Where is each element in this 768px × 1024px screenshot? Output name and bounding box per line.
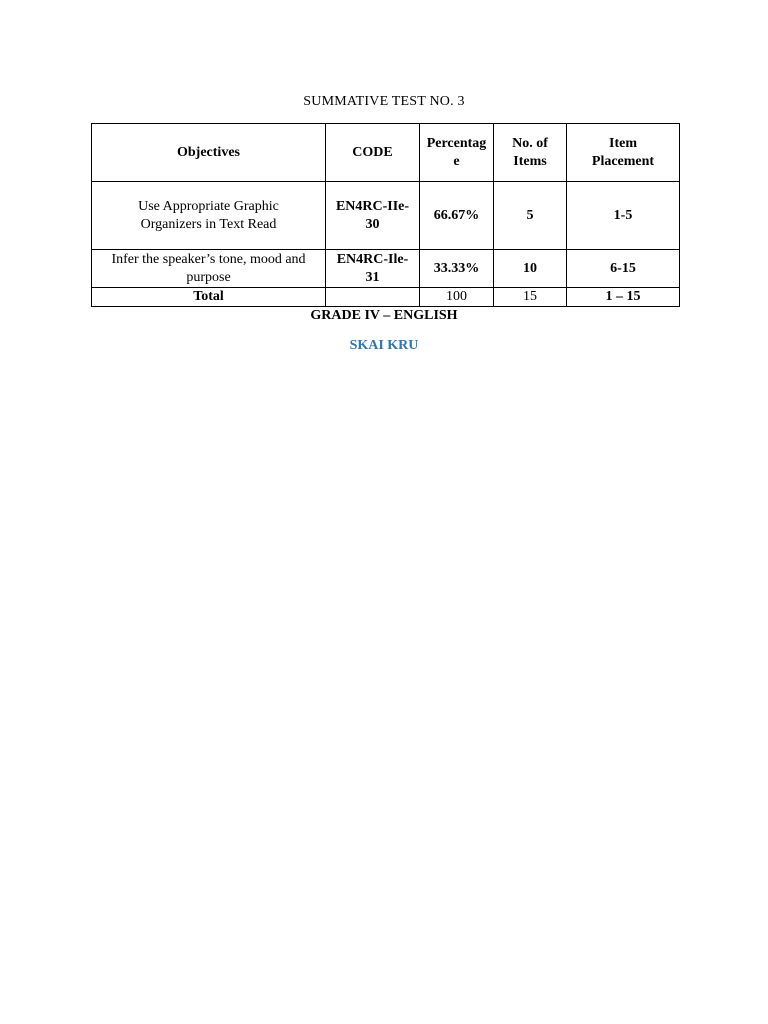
header-code: CODE — [326, 124, 420, 182]
objective-cell: Infer the speaker’s tone, mood and purpose — [92, 250, 326, 288]
total-percentage: 100 — [420, 288, 494, 307]
table-of-specifications — [91, 123, 680, 307]
author-name: SKAI KRU — [349, 338, 419, 353]
total-label: Total — [92, 288, 326, 307]
header-item-placement: Item Placement — [567, 124, 680, 182]
percentage-cell: 66.67% — [420, 182, 494, 250]
table-header-row — [92, 124, 680, 182]
header-no-of-items: No. of Items — [494, 124, 567, 182]
table-total-row — [92, 288, 680, 307]
header-objectives: Objectives — [92, 124, 326, 182]
total-items: 15 — [494, 288, 567, 307]
placement-cell: 1-5 — [567, 182, 680, 250]
total-placement: 1 – 15 — [567, 288, 680, 307]
code-cell: EN4RC-IIe-30 — [326, 182, 420, 250]
percentage-cell: 33.33% — [420, 250, 494, 288]
table-row — [92, 182, 680, 250]
header-percentage: Percentage — [420, 124, 494, 182]
items-cell: 10 — [494, 250, 567, 288]
placement-cell: 6-15 — [567, 250, 680, 288]
code-cell: EN4RC-Ile-31 — [326, 250, 420, 288]
total-code — [326, 288, 420, 307]
table-row — [92, 250, 680, 288]
grade-subtitle: GRADE IV – ENGLISH — [310, 308, 458, 323]
page-title: SUMMATIVE TEST NO. 3 — [303, 94, 465, 109]
items-cell: 5 — [494, 182, 567, 250]
objective-cell: Use Appropriate Graphic Organizers in Text Read — [92, 182, 326, 250]
